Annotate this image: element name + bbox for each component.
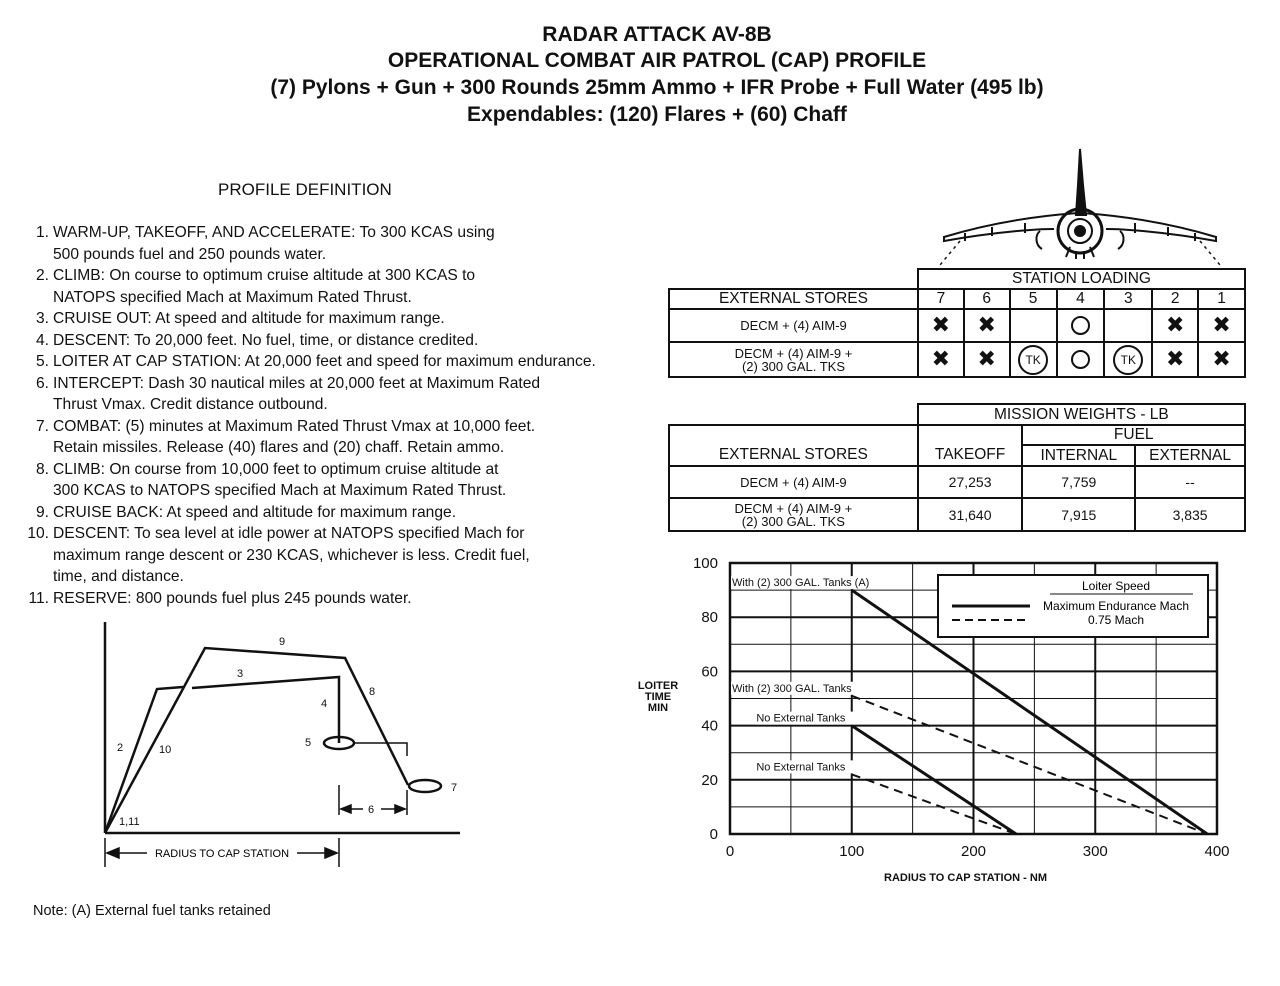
step-number: 8. xyxy=(35,460,49,478)
x-tick-label: 300 xyxy=(1082,843,1108,860)
step-text-line: CRUISE BACK: At speed and altitude for maximum range. xyxy=(53,503,457,521)
station-mark-cell xyxy=(1010,309,1057,342)
series-line-dashed xyxy=(852,696,1208,834)
step-text-line: Retain missiles. Release (40) flares and (20) chaff. Retain ammo. xyxy=(53,439,505,456)
profile-step xyxy=(24,502,684,524)
internal-fuel-weight: 7,759 xyxy=(1022,466,1135,498)
store-config-line: DECM + (4) AIM-9 + xyxy=(734,345,853,361)
mission-profile-diagram xyxy=(95,615,475,875)
fuel-tank-mark: TK xyxy=(1113,345,1143,375)
step-number: 1. xyxy=(35,224,49,241)
step-number: 11. xyxy=(28,589,49,607)
step-number: 7. xyxy=(35,417,49,435)
x-axis-label: RADIUS TO CAP STATION - NM xyxy=(884,872,1047,884)
fuel-header: FUEL xyxy=(1022,425,1245,445)
station-number: 3 xyxy=(1104,289,1152,309)
step-number: 6. xyxy=(35,374,49,392)
step-text-line: DESCENT: To 20,000 feet. No fuel, time, or distance credited. xyxy=(53,331,479,349)
station-mark-cell xyxy=(964,342,1010,377)
station-mark-cell xyxy=(1198,309,1245,342)
station-mark-cell xyxy=(1152,309,1198,342)
aim9-mark: ✖ xyxy=(977,346,996,371)
y-tick-label: 20 xyxy=(701,771,718,789)
x-tick-label: 100 xyxy=(839,843,865,860)
station-mark-cell xyxy=(1010,342,1057,377)
decm-mark xyxy=(1071,350,1090,369)
y-tick-label: 60 xyxy=(701,663,718,681)
step-text-line: NATOPS specified Mach at Maximum Rated Thrust. xyxy=(53,288,412,306)
profile-segment-label: 3 xyxy=(237,668,244,680)
legend-entry-label: 0.75 Mach xyxy=(1087,613,1145,627)
decm-mark xyxy=(1071,316,1090,335)
store-config-line: DECM + (4) AIM-9 xyxy=(740,318,847,333)
step-text-line: CLIMB: On course from 10,000 feet to optimum cruise altitude at xyxy=(53,460,499,478)
profile-segment-label: 1,11 xyxy=(119,816,140,828)
mission-weights-table xyxy=(668,403,1246,532)
step-text-line: 300 KCAS to NATOPS specified Mach at Maximum Rated Thrust. xyxy=(53,482,507,499)
aim9-mark: ✖ xyxy=(1212,346,1231,371)
station-mark-cell xyxy=(1104,309,1152,342)
y-tick-label: 40 xyxy=(701,717,718,735)
y-tick-label: 80 xyxy=(701,609,718,627)
mission-weights-title: MISSION WEIGHTS - LB xyxy=(918,404,1245,425)
step-text-line: WARM-UP, TAKEOFF, AND ACCELERATE: To 300 KCAS using xyxy=(53,224,495,241)
external-fuel-header: EXTERNAL xyxy=(1135,445,1245,466)
profile-segment-label: 5 xyxy=(305,737,312,749)
profile-segment-label: 8 xyxy=(369,686,376,698)
step-text-line: COMBAT: (5) minutes at Maximum Rated Thrust Vmax at 10,000 feet. xyxy=(53,417,536,435)
profile-segment-label: 10 xyxy=(159,744,172,756)
combat-ellipse xyxy=(409,780,441,792)
step-text-line: CLIMB: On course to optimum cruise altitude at 300 KCAS to xyxy=(53,267,476,284)
av8b-aircraft-icon xyxy=(930,145,1230,270)
step-text-line: maximum range descent or 230 KCAS, whichever is less. Credit fuel, xyxy=(53,546,530,564)
aim9-mark: ✖ xyxy=(931,312,951,337)
y-axis-label: LOITER xyxy=(637,680,679,692)
step-text-line: RESERVE: 800 pounds fuel plus 245 pounds water. xyxy=(53,589,412,607)
radius-to-cap-label: RADIUS TO CAP STATION xyxy=(154,848,290,860)
x-tick-label: 0 xyxy=(725,843,735,860)
step-text-line: 500 pounds fuel and 250 pounds water. xyxy=(53,245,327,263)
page-subtitle: OPERATIONAL COMBAT AIR PATROL (CAP) PROFILE xyxy=(387,49,927,72)
profile-step xyxy=(24,523,684,588)
aim9-mark: ✖ xyxy=(1165,312,1185,337)
station-number: 1 xyxy=(1198,289,1245,309)
step-number: 3. xyxy=(35,310,49,327)
curve-annotation: With (2) 300 GAL. Tanks (A) xyxy=(732,577,870,590)
station-number: 7 xyxy=(918,289,964,309)
page-title: RADAR ATTACK AV-8B xyxy=(542,23,772,46)
aim9-mark: ✖ xyxy=(977,312,996,337)
external-fuel-weight: 3,835 xyxy=(1135,498,1245,531)
profile-segment-label: 6 xyxy=(368,804,375,816)
takeoff-header: TAKEOFF xyxy=(918,425,1023,466)
profile-segment-label: 7 xyxy=(451,782,458,794)
weights-store-cell xyxy=(669,466,918,498)
station-mark-cell xyxy=(1198,342,1245,377)
step-number: 5. xyxy=(35,353,49,370)
takeoff-weight: 31,640 xyxy=(918,498,1023,531)
station-mark-cell xyxy=(1057,342,1105,377)
station-number: 2 xyxy=(1152,289,1198,309)
profile-step xyxy=(24,222,684,265)
station-loading-table xyxy=(668,268,1246,378)
store-config-line: DECM + (4) AIM-9 xyxy=(740,474,847,490)
external-fuel-weight: -- xyxy=(1135,466,1245,498)
aim9-mark: ✖ xyxy=(931,346,951,371)
station-mark-cell xyxy=(1104,342,1152,377)
step-text-line: DESCENT: To sea level at idle power at NATOPS specified Mach for xyxy=(53,525,525,542)
store-config-line: (2) 300 GAL. TKS xyxy=(741,513,845,529)
profile-segment-label: 2 xyxy=(117,742,124,754)
fuel-tank-mark: TK xyxy=(1018,345,1048,375)
step-text-line: Thrust Vmax. Credit distance outbound. xyxy=(53,396,328,413)
station-mark-cell xyxy=(1057,309,1105,342)
return-segment xyxy=(105,648,408,833)
store-config-cell xyxy=(669,309,918,342)
y-axis-label: MIN xyxy=(647,702,669,714)
store-config-cell xyxy=(669,342,918,377)
profile-segment-label: 9 xyxy=(279,636,286,648)
step-number: 2. xyxy=(35,267,49,284)
profile-steps-list xyxy=(24,222,684,609)
profile-definition-heading: PROFILE DEFINITION xyxy=(218,180,392,199)
x-tick-label: 200 xyxy=(960,843,987,860)
intercept-path xyxy=(355,743,407,756)
profile-step xyxy=(24,373,684,416)
series-line-dashed xyxy=(852,774,1016,834)
configuration-line: (7) Pylons + Gun + 300 Rounds 25mm Ammo + IFR Probe + Full Water (495 lb) xyxy=(270,76,1044,99)
x-tick-label: 400 xyxy=(1204,843,1230,860)
aim9-mark: ✖ xyxy=(1165,346,1185,371)
curve-annotation: With (2) 300 GAL. Tanks xyxy=(732,682,852,695)
legend-entry-label: Maximum Endurance Mach xyxy=(1042,599,1190,613)
station-mark-cell xyxy=(1152,342,1198,377)
weights-stores-header: EXTERNAL STORES xyxy=(669,425,918,466)
station-mark-cell xyxy=(918,342,964,377)
external-stores-header: EXTERNAL STORES xyxy=(669,289,918,309)
footnote: Note: (A) External fuel tanks retained xyxy=(33,903,271,919)
station-number: 4 xyxy=(1057,289,1105,309)
cruise-out-segment xyxy=(192,677,339,743)
step-number: 4. xyxy=(35,331,49,349)
y-tick-label: 100 xyxy=(692,555,718,572)
profile-step xyxy=(24,330,684,352)
curve-annotation: No External Tanks xyxy=(756,712,846,725)
step-text-line: time, and distance. xyxy=(53,568,184,585)
profile-step xyxy=(24,265,684,308)
curve-annotation: No External Tanks xyxy=(756,761,846,774)
loiter-time-chart xyxy=(620,548,1250,893)
step-number: 9. xyxy=(35,503,49,521)
y-axis-label: TIME xyxy=(644,691,672,703)
internal-fuel-header: INTERNAL xyxy=(1022,445,1135,466)
station-mark-cell xyxy=(918,309,964,342)
internal-fuel-weight: 7,915 xyxy=(1022,498,1135,531)
legend-title: Loiter Speed xyxy=(1081,579,1151,593)
profile-step xyxy=(24,308,684,330)
station-loading-title: STATION LOADING xyxy=(918,269,1245,289)
profile-step xyxy=(24,416,684,459)
step-number: 10. xyxy=(27,525,49,542)
profile-segment-label: 4 xyxy=(321,698,328,710)
station-mark-cell xyxy=(964,309,1010,342)
store-config-line: (2) 300 GAL. TKS xyxy=(741,358,846,374)
step-text-line: LOITER AT CAP STATION: At 20,000 feet and speed for maximum endurance. xyxy=(53,353,596,370)
y-tick-label: 0 xyxy=(709,826,718,843)
profile-step xyxy=(24,351,684,373)
profile-step xyxy=(24,588,684,610)
station-number: 5 xyxy=(1010,289,1057,309)
expendables-line: Expendables: (120) Flares + (60) Chaff xyxy=(467,103,847,126)
station-number: 6 xyxy=(964,289,1010,309)
store-config-line: DECM + (4) AIM-9 + xyxy=(734,500,853,516)
step-text-line: CRUISE OUT: At speed and altitude for maximum range. xyxy=(53,310,445,327)
weights-store-cell xyxy=(669,498,918,531)
step-text-line: INTERCEPT: Dash 30 nautical miles at 20,000 feet at Maximum Rated xyxy=(53,374,541,392)
takeoff-weight: 27,253 xyxy=(918,466,1023,498)
profile-step xyxy=(24,459,684,502)
aim9-mark: ✖ xyxy=(1212,312,1231,337)
